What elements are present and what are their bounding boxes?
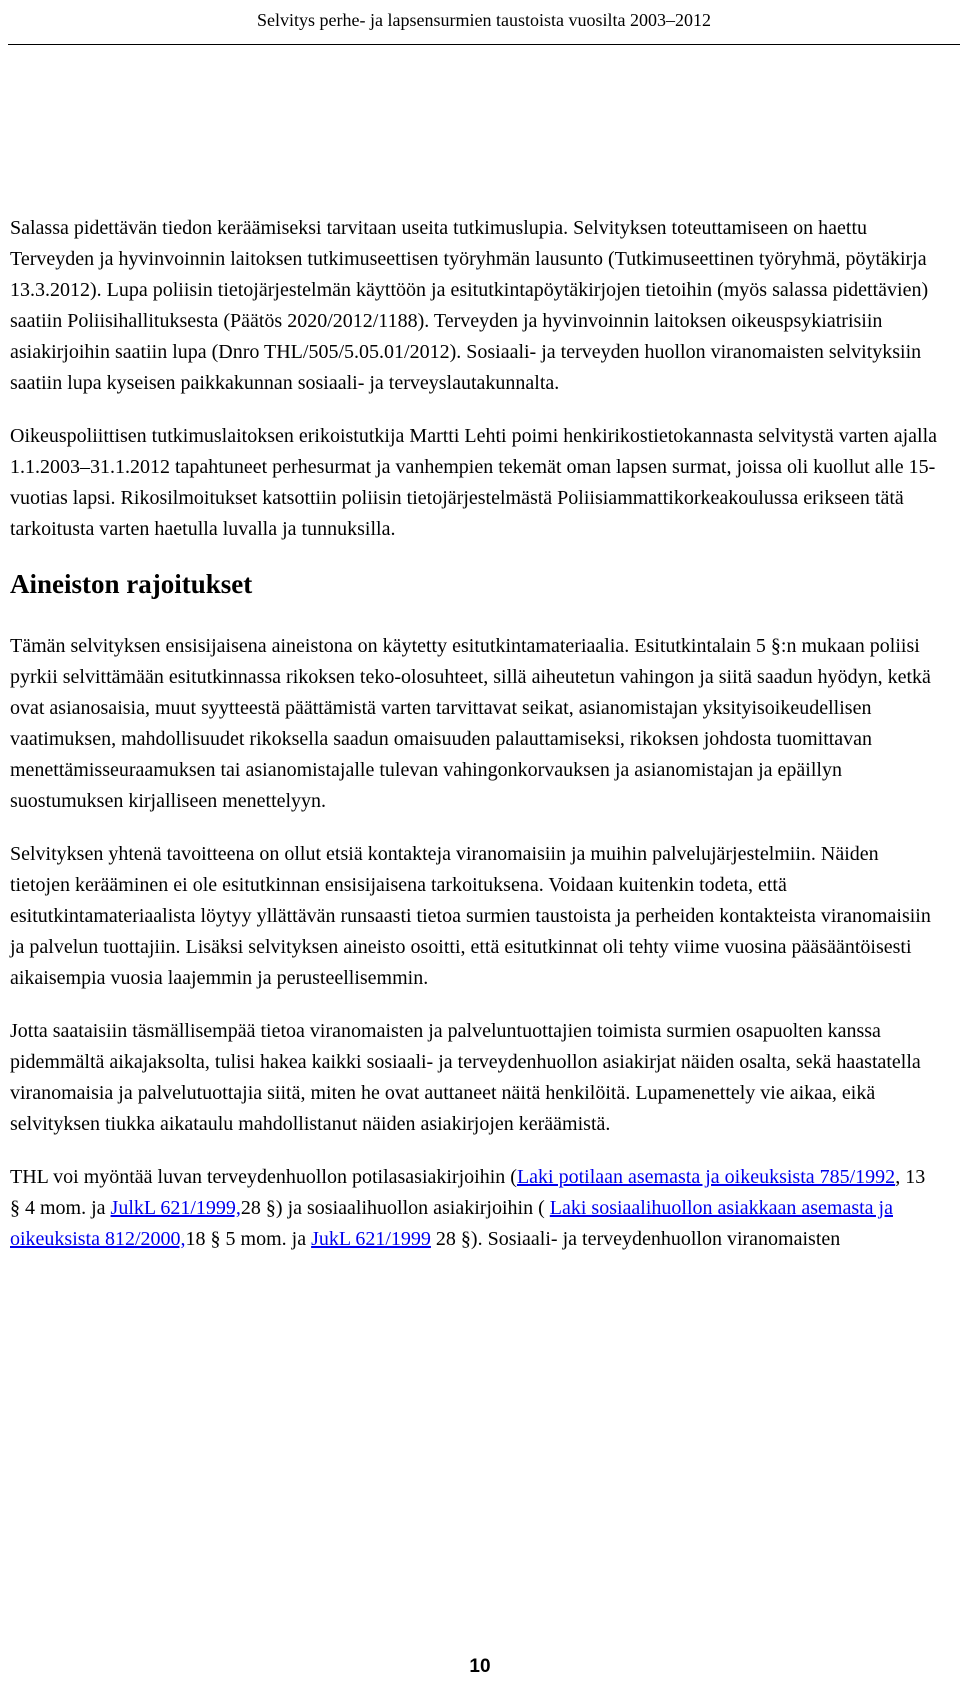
text-segment: 28 §) ja sosiaalihuollon asiakirjoihin ( <box>240 1197 550 1219</box>
text-segment: 28 §). Sosiaali- ja terveydenhuollon viranomaisten <box>430 1228 841 1250</box>
document-body <box>10 213 940 1277</box>
paragraph-permits: Salassa pidettävän tiedon keräämiseksi tarvitaan useita tutkimuslupia. Selvityksen toteuttamiseen on haettu Terveyden ja hyvinvoinnin laitoksen tutkimuseettisen työryhmän lausunto (Tutkimuseettinen työryhmä, pöytäkirja 13.3.2012). Lupa poliisin tietojärjestelmän käyttöön ja esitutkintapöytäkirjojen tietoihin (myös salassa pidettävien) saatiin Poliisihallituksesta (Päätös 2020/2012/1188). Terveyden ja hyvinvoinnin laitoksen oikeuspsykiatrisiin asiakirjoihin saatiin lupa (Dnro THL/505/5.05.01/2012). Sosiaali- ja terveyden huollon viranomaisten selvityksiin saatiin lupa kyseisen paikkakunnan sosiaali- ja terveyslautakunnalta. <box>10 217 929 394</box>
paragraph-data-collection: Oikeuspoliittisen tutkimuslaitoksen erikoistutkija Martti Lehti poimi henkirikostietokannasta selvitystä varten ajalla 1.1.2003–31.1.2012 tapahtuneet perhesurmat ja vanhempien tekemät oman lapsen surmat, joissa oli kuollut alle 15-vuotias lapsi. Rikosilmoitukset katsottiin poliisin tietojärjestelmästä Poliisiammattikorkeakoulussa erikseen tätä tarkoitusta varten haetulla luvalla ja tunnuksilla. <box>10 425 938 540</box>
paragraph-more-info: Jotta saataisiin täsmällisempää tietoa viranomaisten ja palveluntuottajien toimista surmien osapuolten kanssa pidemmältä aikajaksolta, tulisi hakea kaikki sosiaali- ja terveydenhuollon asiakirjat näiden osalta, sekä haastatella viranomaisia ja palvelutuottajia siitä, miten he ovat auttaneet näitä henkilöitä. Lupamenettely vie aikaa, eikä selvityksen tiukka aikataulu mahdollistanut näiden asiakirjojen keräämistä. <box>10 1020 921 1135</box>
link-social-client-law[interactable]: Laki sosiaalihuollon asiakkaan asemasta ja oikeuksista 812/2000, <box>10 1197 893 1250</box>
paragraph-limitations: Tämän selvityksen ensisijaisena aineistona on käytetty esitutkintamateriaalia. Esitutkintalain 5 §:n mukaan poliisi pyrkii selvittämään esitutkinnassa rikoksen teko-olosuhteet, sillä aiheutetun vahingon ja siitä saadun hyödyn, ketkä ovat asianosaisia, muut syytteestä päättämistä varten tarvittavat seikat, asianomistajan yksityisoikeudellisen vaatimuksen, mahdollisuudet rikoksella saadun omaisuuden palauttamiseksi, rikoksen johdosta tuomittavan menettämisseuraamuksen tai asianomistajalle tulevan vahingonkorvauksen ja asianomistajan ja epäillyn suostumuksen kirjalliseen menettelyyn. <box>10 635 931 812</box>
text-segment: 18 § 5 mom. ja <box>185 1228 312 1250</box>
link-jukl[interactable]: JukL 621/1999 <box>311 1228 431 1250</box>
section-heading: Aineiston rajoitukset <box>10 569 253 599</box>
link-julkl[interactable]: JulkL 621/1999, <box>110 1197 241 1219</box>
running-header <box>8 0 960 45</box>
paragraph-goals: Selvityksen yhtenä tavoitteena on ollut etsiä kontakteja viranomaisiin ja muihin palvelujärjestelmiin. Näiden tietojen kerääminen ei ole esitutkinnan ensisijaisena tarkoituksena. Voidaan kuitenkin todeta, että esitutkintamateriaalista löytyy yllättävän runsaasti tietoa surmien taustoista ja perheiden kontakteista viranomaisiin ja palvelun tuottajiin. Lisäksi selvityksen aineisto osoitti, että esitutkinnat oli tehty viime vuosina pääsääntöisesti aikaisempia vuosia laajemmin ja perusteellisemmin. <box>10 843 931 989</box>
text-segment: , 13 § 4 mom. ja <box>10 1166 926 1219</box>
paragraph-thl-permits <box>10 1162 940 1255</box>
header-title: Selvitys perhe- ja lapsensurmien taustoista vuosilta 2003–2012 <box>257 10 711 30</box>
link-patient-law[interactable]: Laki potilaan asemasta ja oikeuksista 785/1992 <box>516 1166 896 1188</box>
text-segment: THL voi myöntää luvan terveydenhuollon potilasasiakirjoihin ( <box>10 1166 517 1188</box>
page-number: 10 <box>469 1656 491 1677</box>
